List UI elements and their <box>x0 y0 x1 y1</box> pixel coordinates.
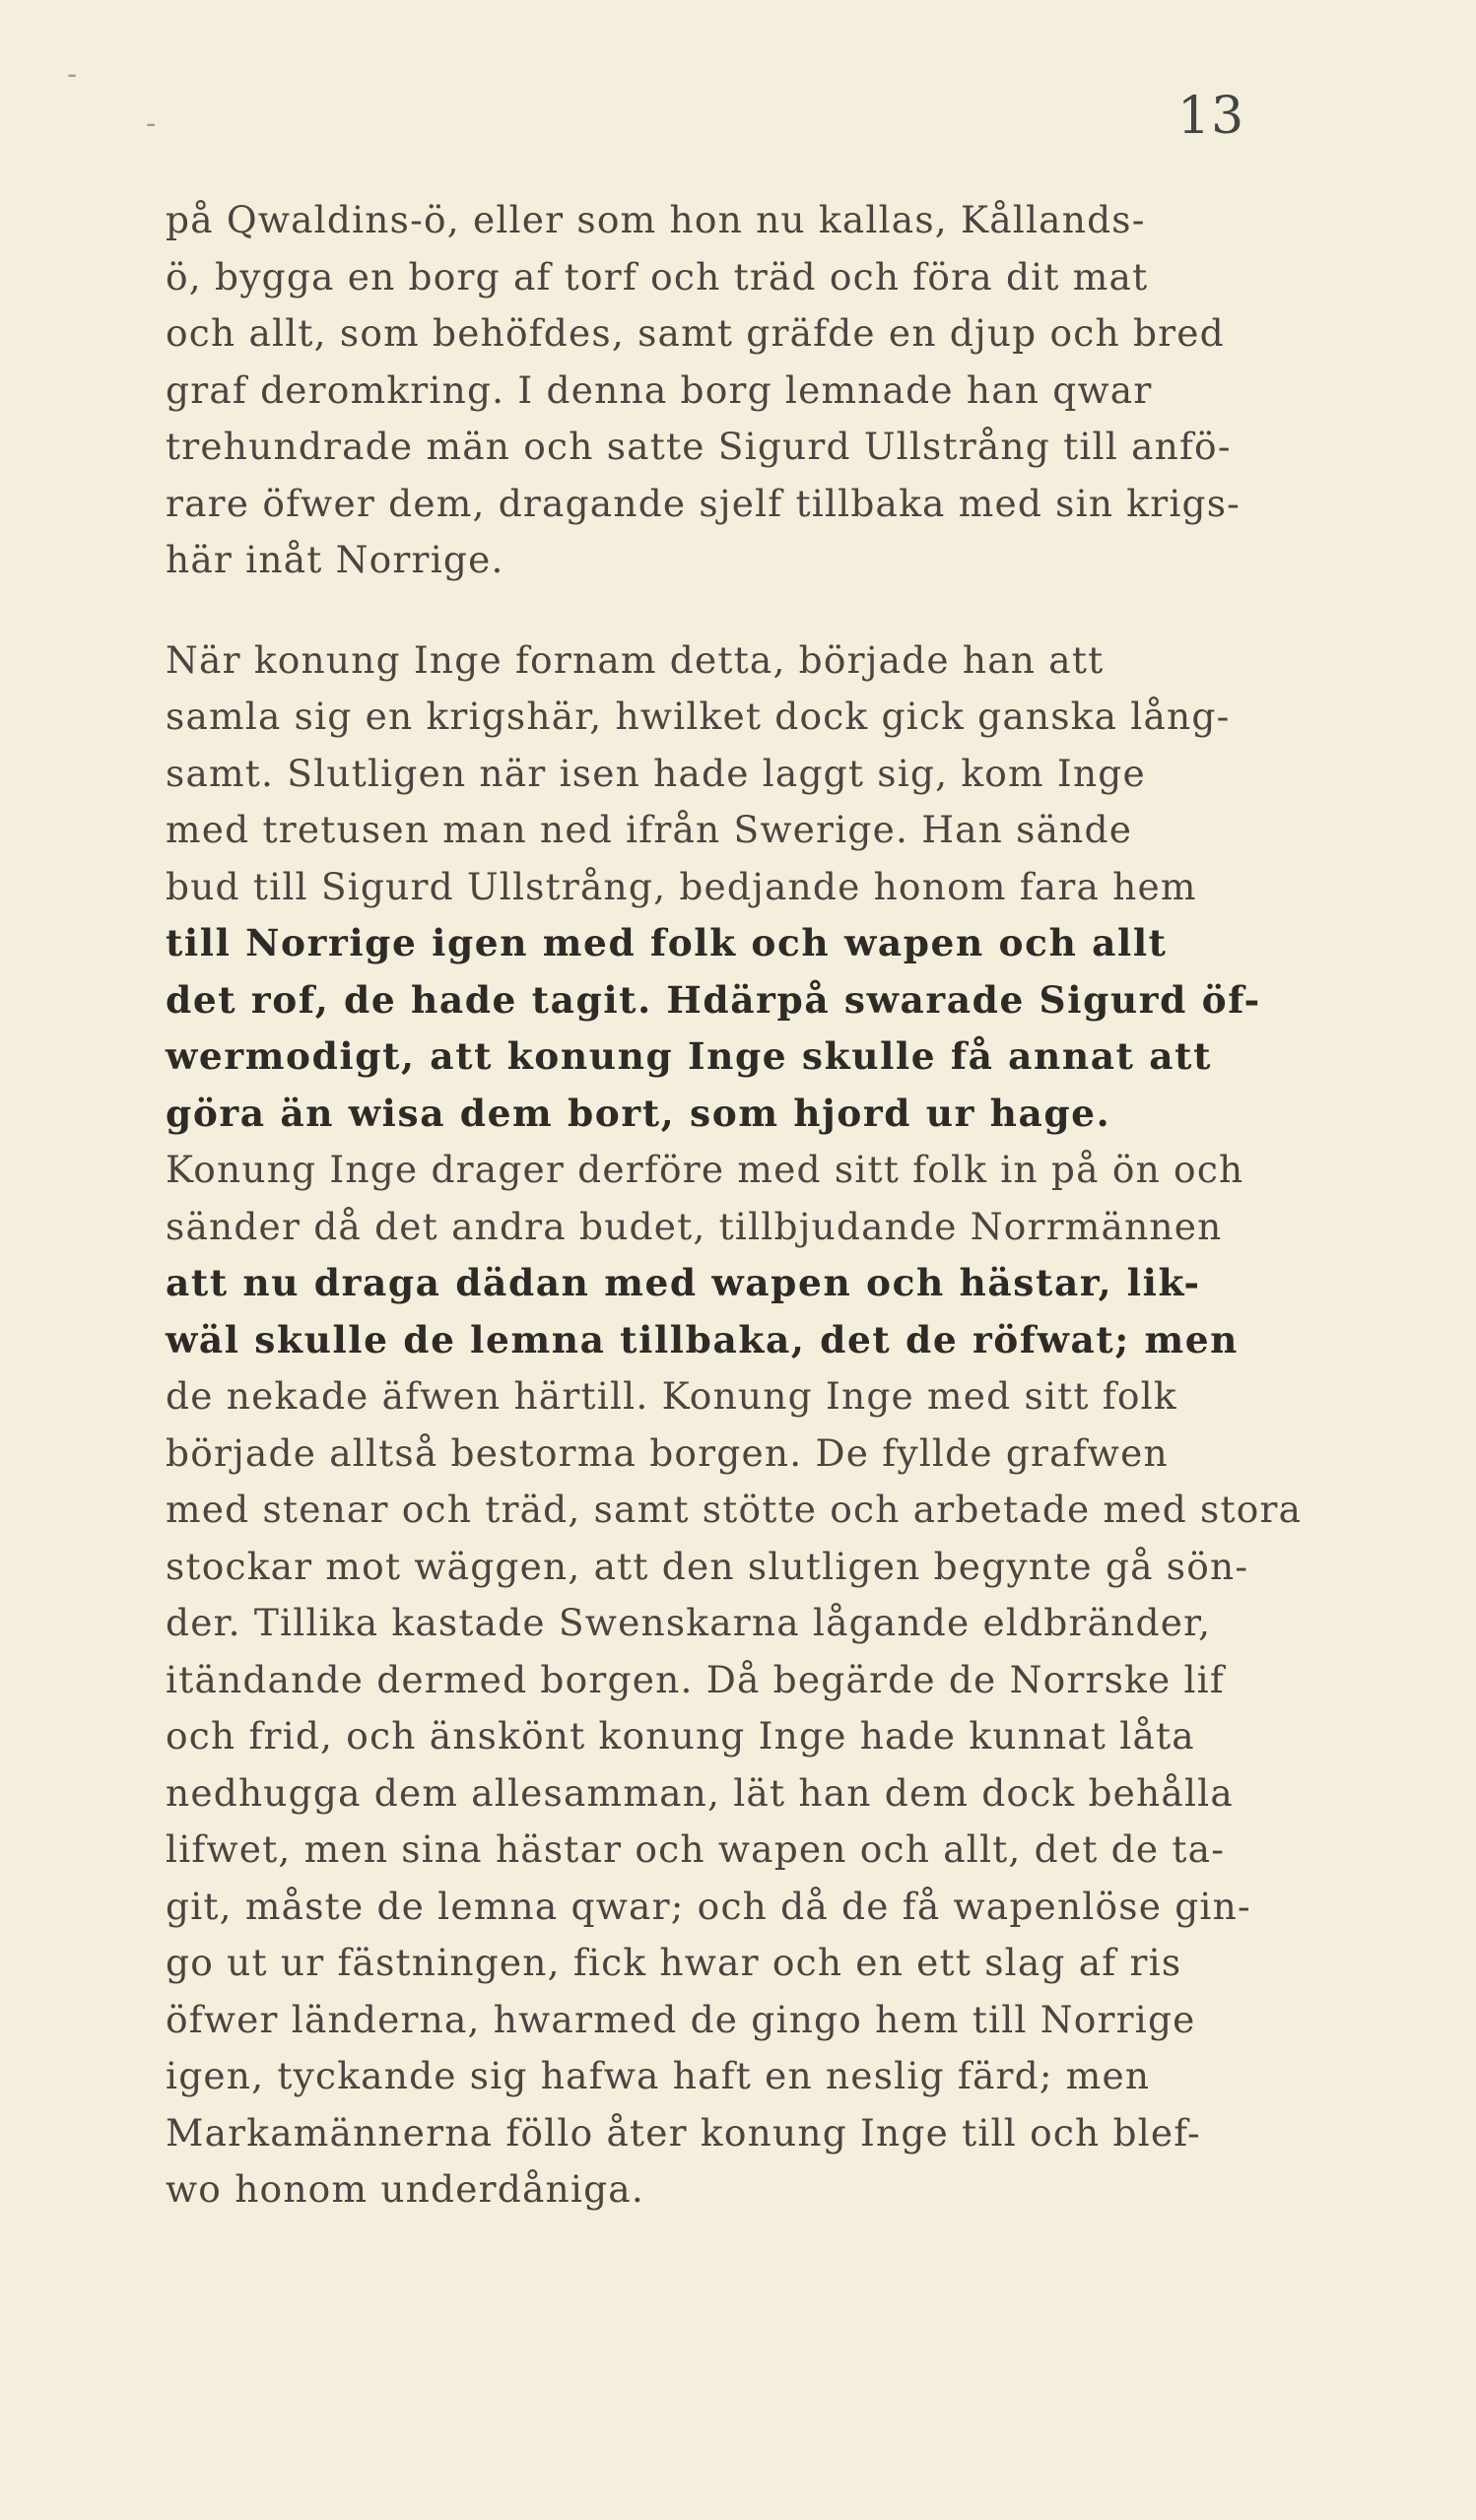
text-line: rare öfwer dem, dragande sjelf tillbaka med sin krigs- <box>166 481 1241 525</box>
emphasized-text-line: att nu draga dädan med wapen och hästar, lik- <box>166 1261 1201 1304</box>
text-line: nedhugga dem allesamman, lät han dem dock behålla <box>166 1770 1234 1815</box>
text-line: go ut ur fästningen, fick hwar och en ett slag af ris <box>166 1941 1182 1984</box>
emphasized-text-line: wäl skulle de lemna tillbaka, det de röfwat; men <box>166 1317 1240 1361</box>
text-line: på Qwaldins-ö, eller som hon nu kallas, Kållands- <box>166 198 1146 241</box>
text-line: här inåt Norrige. <box>166 538 504 581</box>
page-number: 13 <box>1177 87 1245 146</box>
text-line: bud till Sigurd Ullstrång, bedjande honom fara hem <box>166 864 1197 908</box>
text-line: wo honom underdåniga. <box>166 2167 644 2211</box>
text-line: ö, bygga en borg af torf och träd och föra dit mat <box>166 254 1149 298</box>
text-line: lifwet, men sina hästar och wapen och allt, det de ta- <box>166 1827 1226 1871</box>
text-line: itändande dermed borgen. Då begärde de Norrske lif <box>166 1657 1225 1701</box>
text-line: Konung Inge drager derföre med sitt folk in på ön och <box>166 1148 1244 1191</box>
body-text <box>166 192 1323 2219</box>
text-line: igen, tyckande sig hafwa haft en neslig färd; men <box>166 2054 1151 2097</box>
margin-mark: - <box>146 106 157 141</box>
text-line: När konung Inge fornam detta, började han att <box>166 637 1105 682</box>
text-line: graf deromkring. I denna borg lemnade han qwar <box>166 367 1153 412</box>
text-line: samt. Slutligen när isen hade laggt sig, kom Inge <box>166 751 1146 795</box>
text-line: med stenar och träd, samt stötte och arbetade med stora <box>166 1488 1303 1531</box>
text-line: trehundrade män och satte Sigurd Ullstrång till anfö- <box>166 425 1232 468</box>
emphasized-text-line: wermodigt, att konung Inge skulle få annat att <box>166 1034 1213 1078</box>
text-line: samla sig en krigshär, hwilket dock gick ganska lång- <box>166 695 1231 738</box>
text-line: der. Tillika kastade Swenskarna lågande eldbränder, <box>166 1601 1212 1644</box>
paragraph-gap <box>166 589 1323 632</box>
text-line: de nekade äfwen härtill. Konung Inge med sitt folk <box>166 1374 1177 1418</box>
text-line: med tretusen man ned ifrån Swerige. Han sände <box>166 808 1133 851</box>
paragraph <box>166 192 1323 589</box>
paragraph <box>166 632 1323 2219</box>
text-line: och allt, som behöfdes, samt gräfde en djup och bred <box>166 311 1225 355</box>
text-line: och frid, och änskönt konung Inge hade kunnat låta <box>166 1714 1195 1757</box>
text-line: git, måste de lemna qwar; och då de få wapenlöse gin- <box>166 1884 1251 1928</box>
emphasized-text-line: göra än wisa dem bort, som hjord ur hage. <box>166 1091 1111 1135</box>
emphasized-text-line: det rof, de hade tagit. Hdärpå swarade Sigurd öf- <box>166 977 1261 1022</box>
text-line: stockar mot wäggen, att den slutligen begynte gå sön- <box>166 1544 1249 1588</box>
text-line: öfwer länderna, hwarmed de gingo hem till Norrige <box>166 1997 1196 2041</box>
emphasized-text-line: till Norrige igen med folk och wapen och allt <box>166 921 1168 964</box>
text-line: Markamännerna föllo åter konung Inge till och blef- <box>166 2110 1201 2155</box>
margin-mark: - <box>67 57 78 92</box>
text-line: började alltså bestorma borgen. De fyllde grafwen <box>166 1430 1169 1475</box>
text-line: sänder då det andra budet, tillbjudande Norrmännen <box>166 1204 1223 1248</box>
